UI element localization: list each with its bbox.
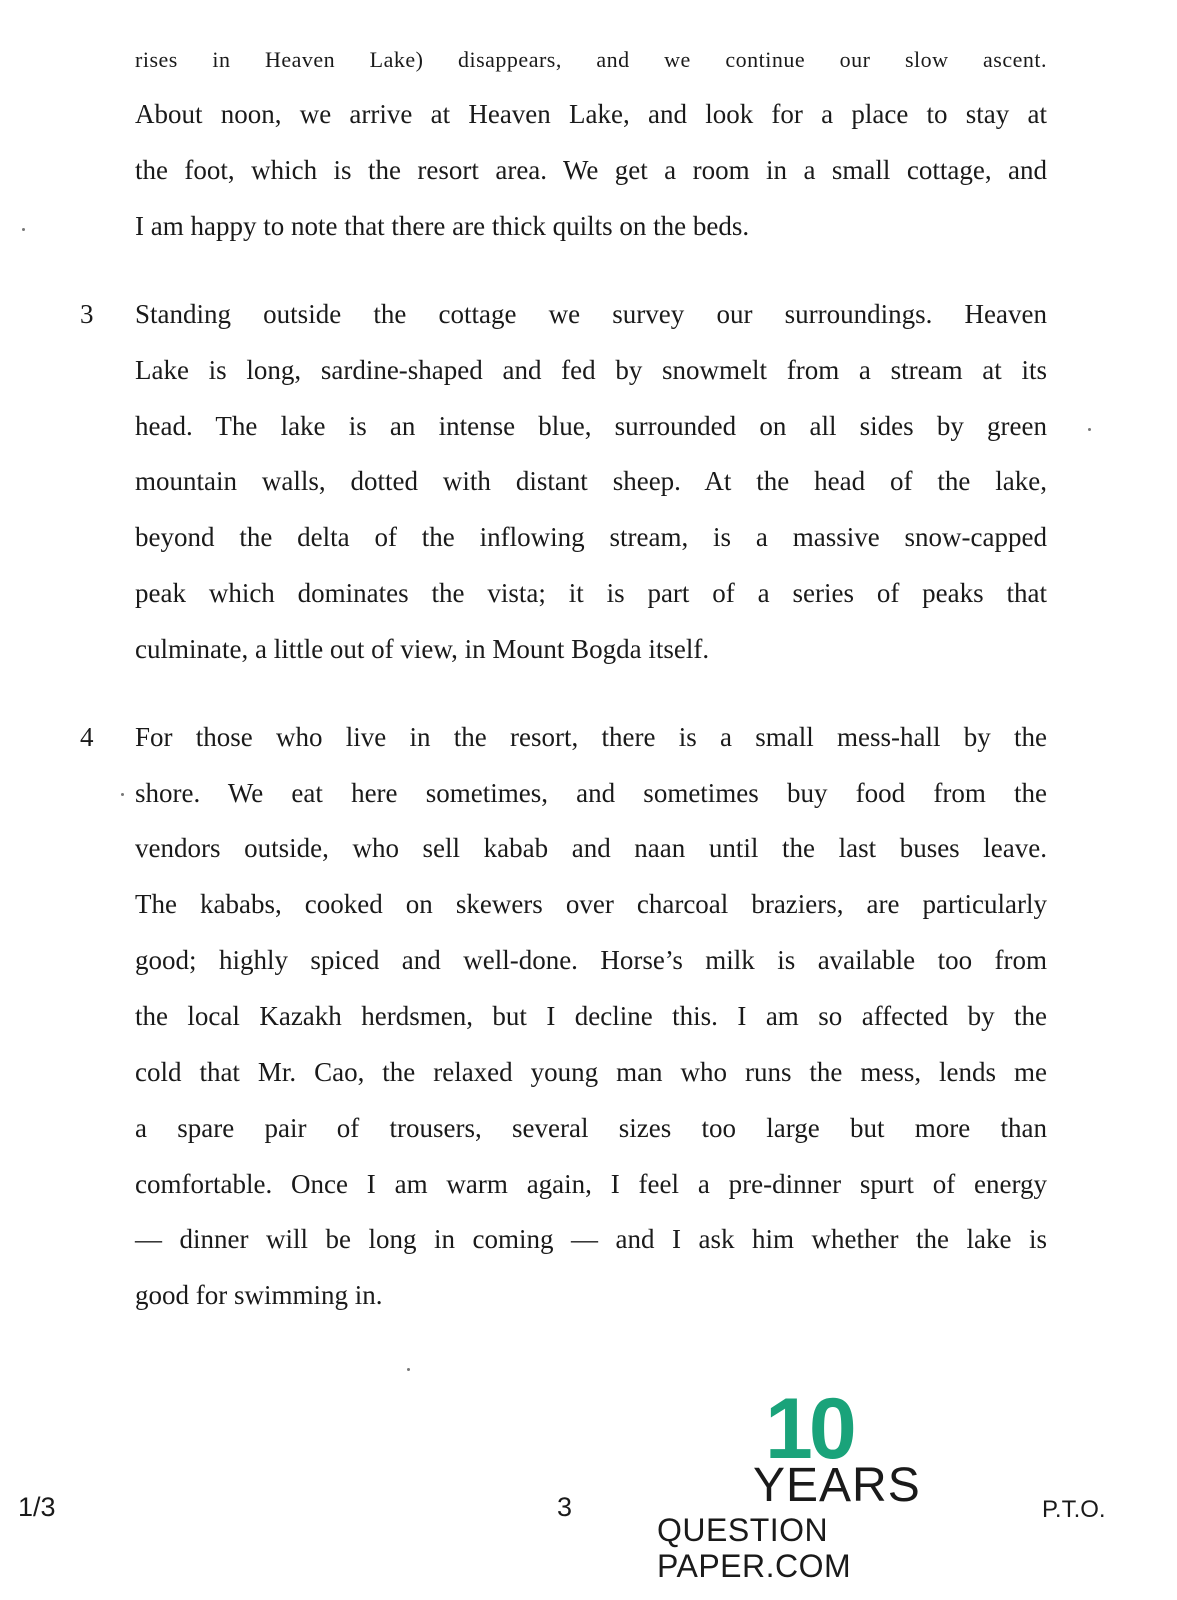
page-number: 3 <box>557 1492 573 1522</box>
passage-line: — dinner will be long in coming — and I ask him whether the lake is <box>135 1224 1047 1254</box>
passage-line: shore. We eat here sometimes, and sometimes buy food from the <box>135 778 1047 808</box>
passage-line: peak which dominates the vista; it is part of a series of peaks that <box>135 578 1047 608</box>
passage-line: The kababs, cooked on skewers over charcoal braziers, are particularly <box>135 889 1047 919</box>
pto-label: P.T.O. <box>1042 1496 1106 1523</box>
passage-line: good; highly spiced and well-done. Horse’s milk is available too from <box>135 945 1047 975</box>
passage-line: vendors outside, who sell kabab and naan until the last buses leave. <box>135 833 1047 863</box>
scan-speck <box>22 228 25 231</box>
passage-line: mountain walls, dotted with distant sheep. At the head of the lake, <box>135 466 1047 496</box>
scan-speck <box>1088 428 1091 431</box>
passage-line: Standing outside the cottage we survey our surroundings. Heaven <box>135 299 1047 329</box>
passage-line: the local Kazakh herdsmen, but I decline this. I am so affected by the <box>135 1001 1047 1031</box>
watermark-number: 10 <box>765 1381 853 1477</box>
paragraph-number: 4 <box>80 722 94 752</box>
scan-speck <box>121 793 124 796</box>
watermark-site: QUESTION PAPER.COM <box>657 1512 852 1584</box>
watermark-logo <box>655 1381 1000 1584</box>
passage-line: a spare pair of trousers, several sizes too large but more than <box>135 1113 1047 1143</box>
passage-line: beyond the delta of the inflowing stream, is a massive snow-capped <box>135 522 1047 552</box>
watermark-years: YEARS <box>753 1459 921 1512</box>
passage-line: good for swimming in. <box>135 1280 383 1310</box>
paragraph-number: 3 <box>80 299 94 329</box>
passage-line: For those who live in the resort, there is a small mess-hall by the <box>135 722 1047 752</box>
passage-line: the foot, which is the resort area. We get a room in a small cottage, and <box>135 155 1047 185</box>
passage-line: head. The lake is an intense blue, surrounded on all sides by green <box>135 411 1047 441</box>
passage-line: Lake is long, sardine-shaped and fed by snowmelt from a stream at its <box>135 355 1047 385</box>
paper-code: 1/3 <box>18 1492 56 1522</box>
passage-line: About noon, we arrive at Heaven Lake, and look for a place to stay at <box>135 99 1047 129</box>
passage-line: rises in Heaven Lake) disappears, and we continue our slow ascent. <box>135 47 1047 72</box>
passage-line: culminate, a little out of view, in Mount Bogda itself. <box>135 634 710 664</box>
passage-line: I am happy to note that there are thick quilts on the beds. <box>135 211 750 241</box>
passage-line: cold that Mr. Cao, the relaxed young man who runs the mess, lends me <box>135 1057 1047 1087</box>
passage-line: comfortable. Once I am warm again, I feel a pre-dinner spurt of energy <box>135 1169 1047 1199</box>
scan-speck <box>407 1368 410 1371</box>
